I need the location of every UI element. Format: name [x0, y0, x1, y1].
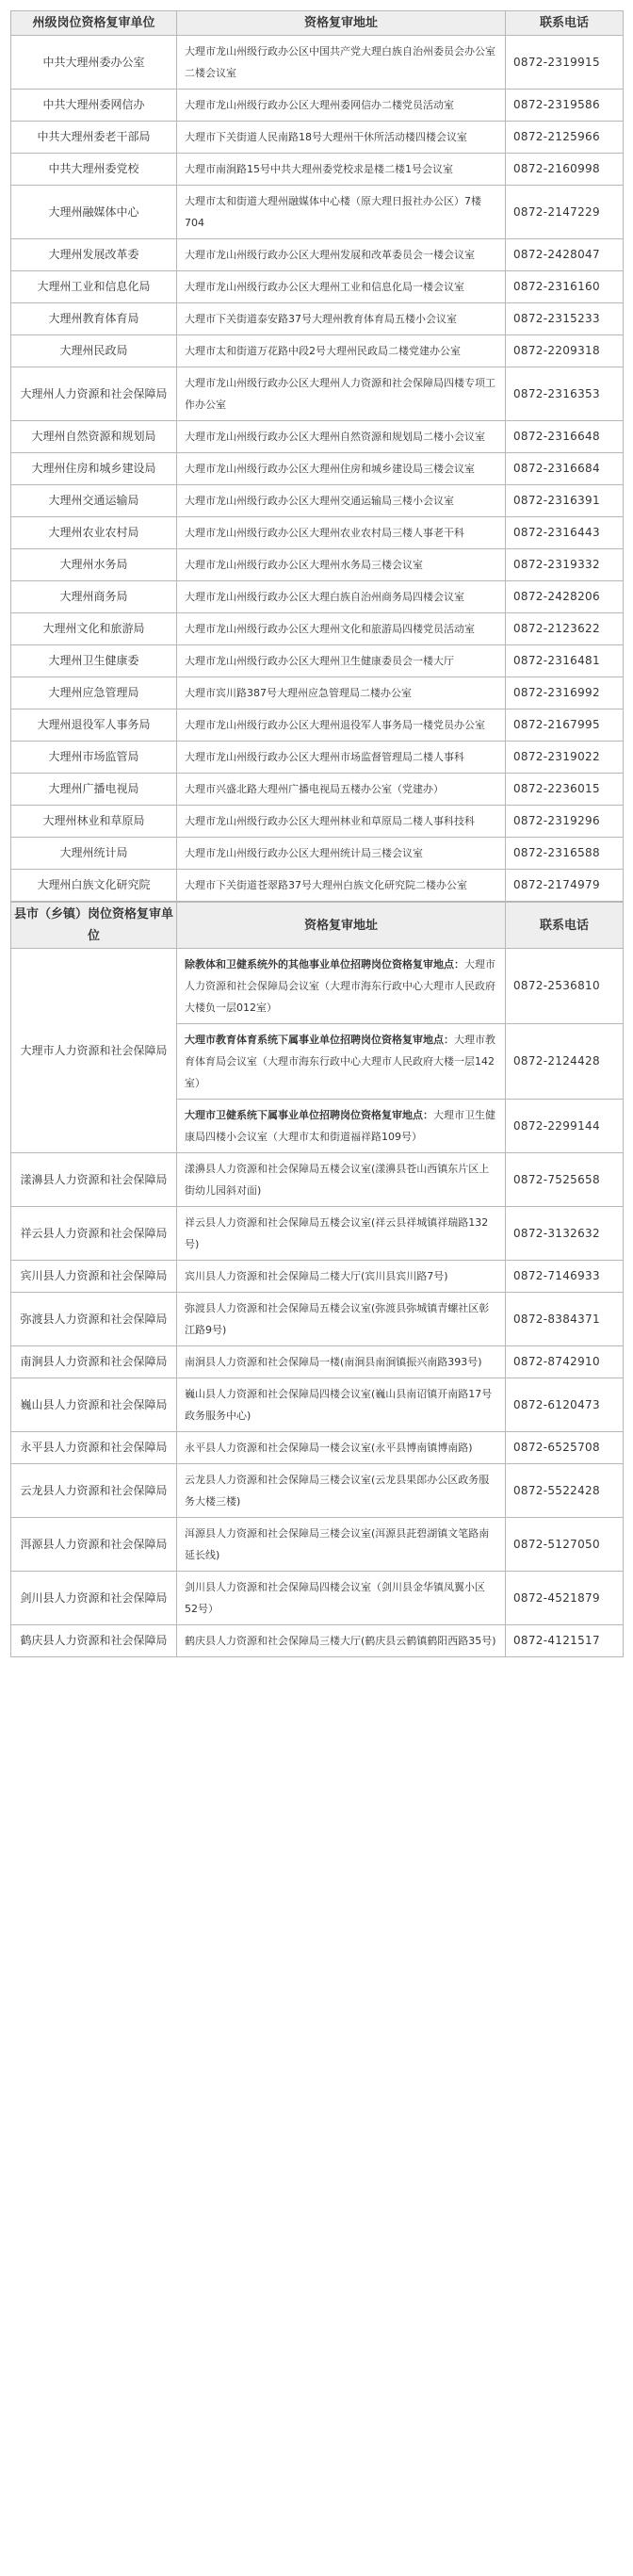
review-address: 大理市龙山州级行政办公区大理州统计局三楼会议室 [177, 838, 506, 870]
contact-phone: 0872-2319332 [506, 549, 624, 581]
table-row [11, 453, 624, 485]
unit-name: 鹤庆县人力资源和社会保障局 [11, 1625, 177, 1657]
contact-phone: 0872-2124428 [506, 1024, 624, 1100]
review-address: 宾川县人力资源和社会保障局二楼大厅(宾川县宾川路7号) [177, 1261, 506, 1293]
unit-name: 大理州自然资源和规划局 [11, 421, 177, 453]
table-row [11, 1293, 624, 1346]
table-row [11, 870, 624, 902]
unit-name: 大理州白族文化研究院 [11, 870, 177, 902]
unit-name: 大理州水务局 [11, 549, 177, 581]
unit-name: 大理州民政局 [11, 335, 177, 367]
unit-name: 大理州商务局 [11, 581, 177, 613]
review-address: 祥云县人力资源和社会保障局五楼会议室(祥云县祥城镇祥瑞路132号) [177, 1207, 506, 1261]
review-address: 大理市龙山州级行政办公区大理州发展和改革委员会一楼会议室 [177, 239, 506, 271]
header-unit: 州级岗位资格复审单位 [11, 11, 177, 36]
table-row [11, 1153, 624, 1207]
review-address [177, 949, 506, 1024]
review-address: 大理市龙山州级行政办公区大理州委网信办二楼党员活动室 [177, 90, 506, 122]
review-address: 大理市龙山州级行政办公区大理州文化和旅游局四楼党员活动室 [177, 613, 506, 645]
table-row [11, 1464, 624, 1518]
header-address: 资格复审地址 [177, 11, 506, 36]
unit-name: 大理州交通运输局 [11, 485, 177, 517]
contact-phone: 0872-2316353 [506, 367, 624, 421]
unit-name: 大理州统计局 [11, 838, 177, 870]
contact-phone: 0872-2319586 [506, 90, 624, 122]
contact-phone: 0872-2315233 [506, 303, 624, 335]
unit-name: 中共大理州委老干部局 [11, 122, 177, 154]
unit-name: 大理州文化和旅游局 [11, 613, 177, 645]
contact-phone: 0872-4521879 [506, 1572, 624, 1625]
unit-name: 大理州融媒体中心 [11, 186, 177, 239]
table-row [11, 677, 624, 709]
contact-phone: 0872-6120473 [506, 1378, 624, 1432]
contact-phone: 0872-5127050 [506, 1518, 624, 1572]
contact-phone: 0872-2160998 [506, 154, 624, 186]
contact-phone: 0872-2428047 [506, 239, 624, 271]
table-row [11, 154, 624, 186]
review-address: 大理市下关街道人民南路18号大理州干休所活动楼四楼会议室 [177, 122, 506, 154]
table-row [11, 122, 624, 154]
review-address: 大理市龙山州级行政办公区大理州卫生健康委员会一楼大厅 [177, 645, 506, 677]
unit-name: 漾濞县人力资源和社会保障局 [11, 1153, 177, 1207]
unit-name: 弥渡县人力资源和社会保障局 [11, 1293, 177, 1346]
review-address: 南涧县人力资源和社会保障局一楼(南涧县南涧镇振兴南路393号) [177, 1346, 506, 1378]
table-row [11, 838, 624, 870]
contact-phone: 0872-2147229 [506, 186, 624, 239]
table-row [11, 271, 624, 303]
header-phone: 联系电话 [506, 903, 624, 949]
contact-phone: 0872-8742910 [506, 1346, 624, 1378]
contact-phone: 0872-2316443 [506, 517, 624, 549]
review-address: 弥渡县人力资源和社会保障局五楼会议室(弥渡县弥城镇青螺社区彰江路9号) [177, 1293, 506, 1346]
unit-name: 大理州住房和城乡建设局 [11, 453, 177, 485]
contact-phone: 0872-2316684 [506, 453, 624, 485]
unit-name: 大理州教育体育局 [11, 303, 177, 335]
contact-phone: 0872-8384371 [506, 1293, 624, 1346]
unit-name: 大理州卫生健康委 [11, 645, 177, 677]
contact-phone: 0872-2167995 [506, 709, 624, 742]
review-address-title: 大理市教育体育系统下属事业单位招聘岗位资格复审地点： [185, 1034, 454, 1046]
contact-phone: 0872-2428206 [506, 581, 624, 613]
contact-phone: 0872-2316992 [506, 677, 624, 709]
review-address: 巍山县人力资源和社会保障局四楼会议室(巍山县南诏镇开南路17号政务服务中心) [177, 1378, 506, 1432]
unit-name: 大理州林业和草原局 [11, 806, 177, 838]
unit-name: 巍山县人力资源和社会保障局 [11, 1378, 177, 1432]
header-phone: 联系电话 [506, 11, 624, 36]
unit-name: 大理州人力资源和社会保障局 [11, 367, 177, 421]
review-address: 大理市龙山州级行政办公区大理州工业和信息化局一楼会议室 [177, 271, 506, 303]
contact-phone: 0872-5522428 [506, 1464, 624, 1518]
contact-phone: 0872-2299144 [506, 1100, 624, 1153]
review-address: 剑川县人力资源和社会保障局四楼会议室（剑川县金华镇凤翼小区52号） [177, 1572, 506, 1625]
unit-name: 云龙县人力资源和社会保障局 [11, 1464, 177, 1518]
review-address: 大理市下关街道苍翠路37号大理州白族文化研究院二楼办公室 [177, 870, 506, 902]
contact-phone: 0872-2319022 [506, 742, 624, 774]
contact-phone: 0872-2125966 [506, 122, 624, 154]
contact-phone: 0872-6525708 [506, 1432, 624, 1464]
table-row [11, 367, 624, 421]
contact-phone: 0872-2316588 [506, 838, 624, 870]
table-row [11, 90, 624, 122]
review-address-text: 大理市卫生健康局四楼小会议室（大理市太和街道福祥路109号） [185, 1109, 495, 1143]
review-address: 大理市龙山州级行政办公区大理州市场监督管理局二楼人事科 [177, 742, 506, 774]
contact-phone: 0872-2319915 [506, 36, 624, 90]
table-row [11, 1378, 624, 1432]
table-row [11, 1572, 624, 1625]
review-address: 大理市龙山州级行政办公区大理州自然资源和规划局二楼小会议室 [177, 421, 506, 453]
county-review-table [10, 902, 624, 1657]
table-row [11, 517, 624, 549]
contact-phone: 0872-2536810 [506, 949, 624, 1024]
review-address-text: 大理市人力资源和社会保障局会议室（大理市海东行政中心大理市人民政府大楼负一层012室） [185, 958, 495, 1014]
table-row [11, 1625, 624, 1657]
review-address: 大理市龙山州级行政办公区大理州农业农村局三楼人事老干科 [177, 517, 506, 549]
review-address: 大理市宾川路387号大理州应急管理局二楼办公室 [177, 677, 506, 709]
table-row [11, 186, 624, 239]
table-row [11, 645, 624, 677]
review-address: 大理市下关街道泰安路37号大理州教育体育局五楼小会议室 [177, 303, 506, 335]
review-address: 漾濞县人力资源和社会保障局五楼会议室(漾濞县苍山西镇东片区上街幼儿园斜对面) [177, 1153, 506, 1207]
review-address-title: 除教体和卫健系统外的其他事业单位招聘岗位资格复审地点： [185, 958, 464, 970]
unit-name: 大理州市场监管局 [11, 742, 177, 774]
contact-phone: 0872-2316648 [506, 421, 624, 453]
table-row [11, 1261, 624, 1293]
table-row [11, 1207, 624, 1261]
contact-phone: 0872-2174979 [506, 870, 624, 902]
review-address: 云龙县人力资源和社会保障局三楼会议室(云龙县果郎办公区政务服务大楼三楼) [177, 1464, 506, 1518]
review-address: 大理市龙山州级行政办公区大理白族自治州商务局四楼会议室 [177, 581, 506, 613]
contact-phone: 0872-2316391 [506, 485, 624, 517]
unit-name: 中共大理州委网信办 [11, 90, 177, 122]
unit-name: 永平县人力资源和社会保障局 [11, 1432, 177, 1464]
review-address: 大理市龙山州级行政办公区大理州林业和草原局二楼人事科技科 [177, 806, 506, 838]
header-unit: 县市（乡镇）岗位资格复审单位 [11, 903, 177, 949]
review-address: 大理市兴盛北路大理州广播电视局五楼办公室（党建办） [177, 774, 506, 806]
contact-phone: 0872-2316481 [506, 645, 624, 677]
table-row [11, 303, 624, 335]
review-address: 大理市太和街道万花路中段2号大理州民政局二楼党建办公室 [177, 335, 506, 367]
unit-name: 大理州工业和信息化局 [11, 271, 177, 303]
table-row [11, 36, 624, 90]
table-row [11, 806, 624, 838]
contact-phone: 0872-3132632 [506, 1207, 624, 1261]
table-row [11, 581, 624, 613]
contact-phone: 0872-4121517 [506, 1625, 624, 1657]
table-row [11, 1518, 624, 1572]
unit-name: 中共大理州委党校 [11, 154, 177, 186]
review-address: 大理市龙山州级行政办公区大理州退役军人事务局一楼党员办公室 [177, 709, 506, 742]
table-row [11, 774, 624, 806]
unit-name: 大理州应急管理局 [11, 677, 177, 709]
table-row [11, 335, 624, 367]
table-header-row [11, 11, 624, 36]
review-address: 大理市龙山州级行政办公区中国共产党大理白族自治州委员会办公室二楼会议室 [177, 36, 506, 90]
table-row [11, 549, 624, 581]
contact-phone: 0872-7525658 [506, 1153, 624, 1207]
review-address [177, 1024, 506, 1100]
review-address: 大理市龙山州级行政办公区大理州交通运输局三楼小会议室 [177, 485, 506, 517]
table-row [11, 1346, 624, 1378]
prefecture-review-table [10, 10, 624, 902]
unit-name: 洱源县人力资源和社会保障局 [11, 1518, 177, 1572]
contact-phone: 0872-7146933 [506, 1261, 624, 1293]
unit-name: 大理州发展改革委 [11, 239, 177, 271]
table-header-row [11, 903, 624, 949]
review-address: 洱源县人力资源和社会保障局三楼会议室(洱源县茈碧湖镇文笔路南延长线) [177, 1518, 506, 1572]
unit-name: 大理州退役军人事务局 [11, 709, 177, 742]
contact-phone: 0872-2316160 [506, 271, 624, 303]
contact-phone: 0872-2319296 [506, 806, 624, 838]
unit-name: 大理州广播电视局 [11, 774, 177, 806]
table-row [11, 239, 624, 271]
review-address [177, 1100, 506, 1153]
header-address: 资格复审地址 [177, 903, 506, 949]
review-address-text: 大理市教育体育局会议室（大理市海东行政中心大理市人民政府大楼一层142室） [185, 1034, 495, 1089]
contact-phone: 0872-2236015 [506, 774, 624, 806]
review-address: 大理市龙山州级行政办公区大理州住房和城乡建设局三楼会议室 [177, 453, 506, 485]
table-row [11, 742, 624, 774]
table-row [11, 709, 624, 742]
unit-name: 祥云县人力资源和社会保障局 [11, 1207, 177, 1261]
table-row [11, 949, 624, 1024]
unit-name: 大理市人力资源和社会保障局 [11, 949, 177, 1153]
unit-name: 南涧县人力资源和社会保障局 [11, 1346, 177, 1378]
review-address-title: 大理市卫健系统下属事业单位招聘岗位资格复审地点： [185, 1109, 433, 1121]
unit-name: 剑川县人力资源和社会保障局 [11, 1572, 177, 1625]
review-address: 大理市龙山州级行政办公区大理州水务局三楼会议室 [177, 549, 506, 581]
table-row [11, 485, 624, 517]
table-row [11, 613, 624, 645]
unit-name: 中共大理州委办公室 [11, 36, 177, 90]
unit-name: 大理州农业农村局 [11, 517, 177, 549]
review-address: 大理市龙山州级行政办公区大理州人力资源和社会保障局四楼专项工作办公室 [177, 367, 506, 421]
table-row [11, 421, 624, 453]
review-address: 大理市南涧路15号中共大理州委党校求是楼二楼1号会议室 [177, 154, 506, 186]
review-address: 鹤庆县人力资源和社会保障局三楼大厅(鹤庆县云鹤镇鹤阳西路35号) [177, 1625, 506, 1657]
contact-phone: 0872-2123622 [506, 613, 624, 645]
review-units-document [10, 10, 623, 1657]
contact-phone: 0872-2209318 [506, 335, 624, 367]
table-row [11, 1432, 624, 1464]
unit-name: 宾川县人力资源和社会保障局 [11, 1261, 177, 1293]
review-address: 大理市太和街道大理州融媒体中心楼（原大理日报社办公区）7楼704 [177, 186, 506, 239]
review-address: 永平县人力资源和社会保障局一楼会议室(永平县博南镇博南路) [177, 1432, 506, 1464]
